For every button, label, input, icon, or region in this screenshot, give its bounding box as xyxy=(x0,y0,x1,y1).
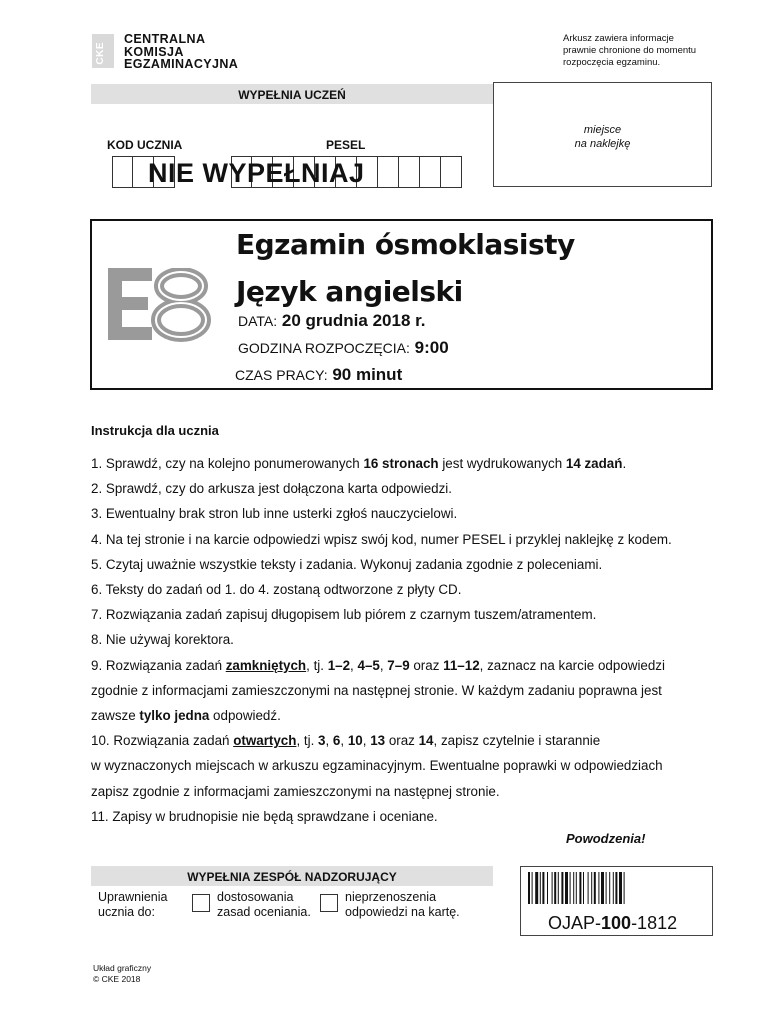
adjust-grading-label: dostosowania zasad oceniania. xyxy=(217,890,311,919)
instruction-item: 6. Teksty do zadań od 1. do 4. zostaną odtworzone z płyty CD. xyxy=(91,582,462,598)
instruction-item: 7. Rozwiązania zadań zapisuj długopisem lub piórem z czarnym tuszem/atramentem. xyxy=(91,607,597,623)
exam-title: Egzamin ósmoklasisty xyxy=(236,228,575,261)
no-transfer-checkbox[interactable] xyxy=(320,894,338,912)
instruction-item: 4. Na tej stronie i na karcie odpowiedzi wpisz swój kod, numer PESEL i przyklej naklejkę z kodem. xyxy=(91,531,672,547)
instruction-item: 8. Nie używaj korektora. xyxy=(91,632,234,648)
instruction-item: 9. Rozwiązania zadań zamkniętych, tj. 1–2, 4–5, 7–9 oraz 11–12, zaznacz na karcie odpowiedzi xyxy=(91,657,665,673)
exam-duration: CZAS PRACY: 90 minut xyxy=(235,365,403,384)
pesel-label: PESEL xyxy=(326,138,366,152)
exam-subject: Język angielski xyxy=(236,275,463,308)
rights-label: Uprawnienia ucznia do: xyxy=(98,890,168,919)
no-transfer-label: nieprzenoszenia odpowiedzi na kartę. xyxy=(345,890,460,919)
instruction-item-cont: zapisz zgodnie z informacjami zamieszczonymi na następnej stronie. xyxy=(91,783,500,799)
barcode-icon xyxy=(528,872,706,904)
instruction-item-cont: zawsze tylko jedna odpowiedź. xyxy=(91,708,281,724)
legal-notice: Arkusz zawiera informacje prawnie chronione do momentu rozpoczęcia egzaminu. xyxy=(563,33,697,68)
kod-ucznia-label: KOD UCZNIA xyxy=(107,138,183,152)
instruction-item: 2. Sprawdź, czy do arkusza jest dołączona karta odpowiedzi. xyxy=(91,481,452,497)
instruction-item-cont: w wyznaczonych miejscach w arkuszu egzaminacyjnym. Ewentualne poprawki w odpowiedziach xyxy=(91,758,663,774)
student-fill-header: WYPEŁNIA UCZEŃ xyxy=(91,84,493,104)
cke-logo-mark: CKE xyxy=(92,34,114,68)
sticker-area: miejsce na naklejkę xyxy=(493,82,712,187)
do-not-fill-stamp: NIE WYPEŁNIAJ xyxy=(148,158,365,188)
instruction-item-cont: zgodnie z informacjami zamieszczonymi na następnej stronie. W każdym zadaniu poprawna jest xyxy=(91,682,662,698)
instructions-list xyxy=(91,451,731,829)
exam-date: DATA: 20 grudnia 2018 r. xyxy=(238,311,426,330)
supervisors-header: WYPEŁNIA ZESPÓŁ NADZORUJĄCY xyxy=(91,866,493,886)
cke-logo-text: CENTRALNA KOMISJA EGZAMINACYJNA xyxy=(124,32,239,71)
exam-start-time: GODZINA ROZPOCZĘCIA: 9:00 xyxy=(238,338,449,357)
good-luck-text: Powodzenia! xyxy=(566,831,646,846)
instruction-item: 10. Rozwiązania zadań otwartych, tj. 3, 6, 10, 13 oraz 14, zapisz czytelnie i starannie xyxy=(91,733,601,749)
e8-badge-icon xyxy=(108,268,212,342)
instruction-item: 3. Ewentualny brak stron lub inne usterki zgłoś nauczycielowi. xyxy=(91,506,458,522)
instruction-item: 1. Sprawdź, czy na kolejno ponumerowanych 16 stronach jest wydrukowanych 14 zadań. xyxy=(91,456,627,471)
footer-credit: Układ graficzny © CKE 2018 xyxy=(93,963,152,984)
instruction-item: 5. Czytaj uważnie wszystkie teksty i zadania. Wykonuj zadania zgodnie z poleceniami. xyxy=(91,556,603,572)
instruction-item: 11. Zapisy w brudnopisie nie będą sprawdzane i oceniane. xyxy=(91,808,438,824)
instructions-heading: Instrukcja dla ucznia xyxy=(91,423,219,438)
adjust-grading-checkbox[interactable] xyxy=(192,894,210,912)
sheet-code: OJAP-100-1812 xyxy=(548,913,678,933)
